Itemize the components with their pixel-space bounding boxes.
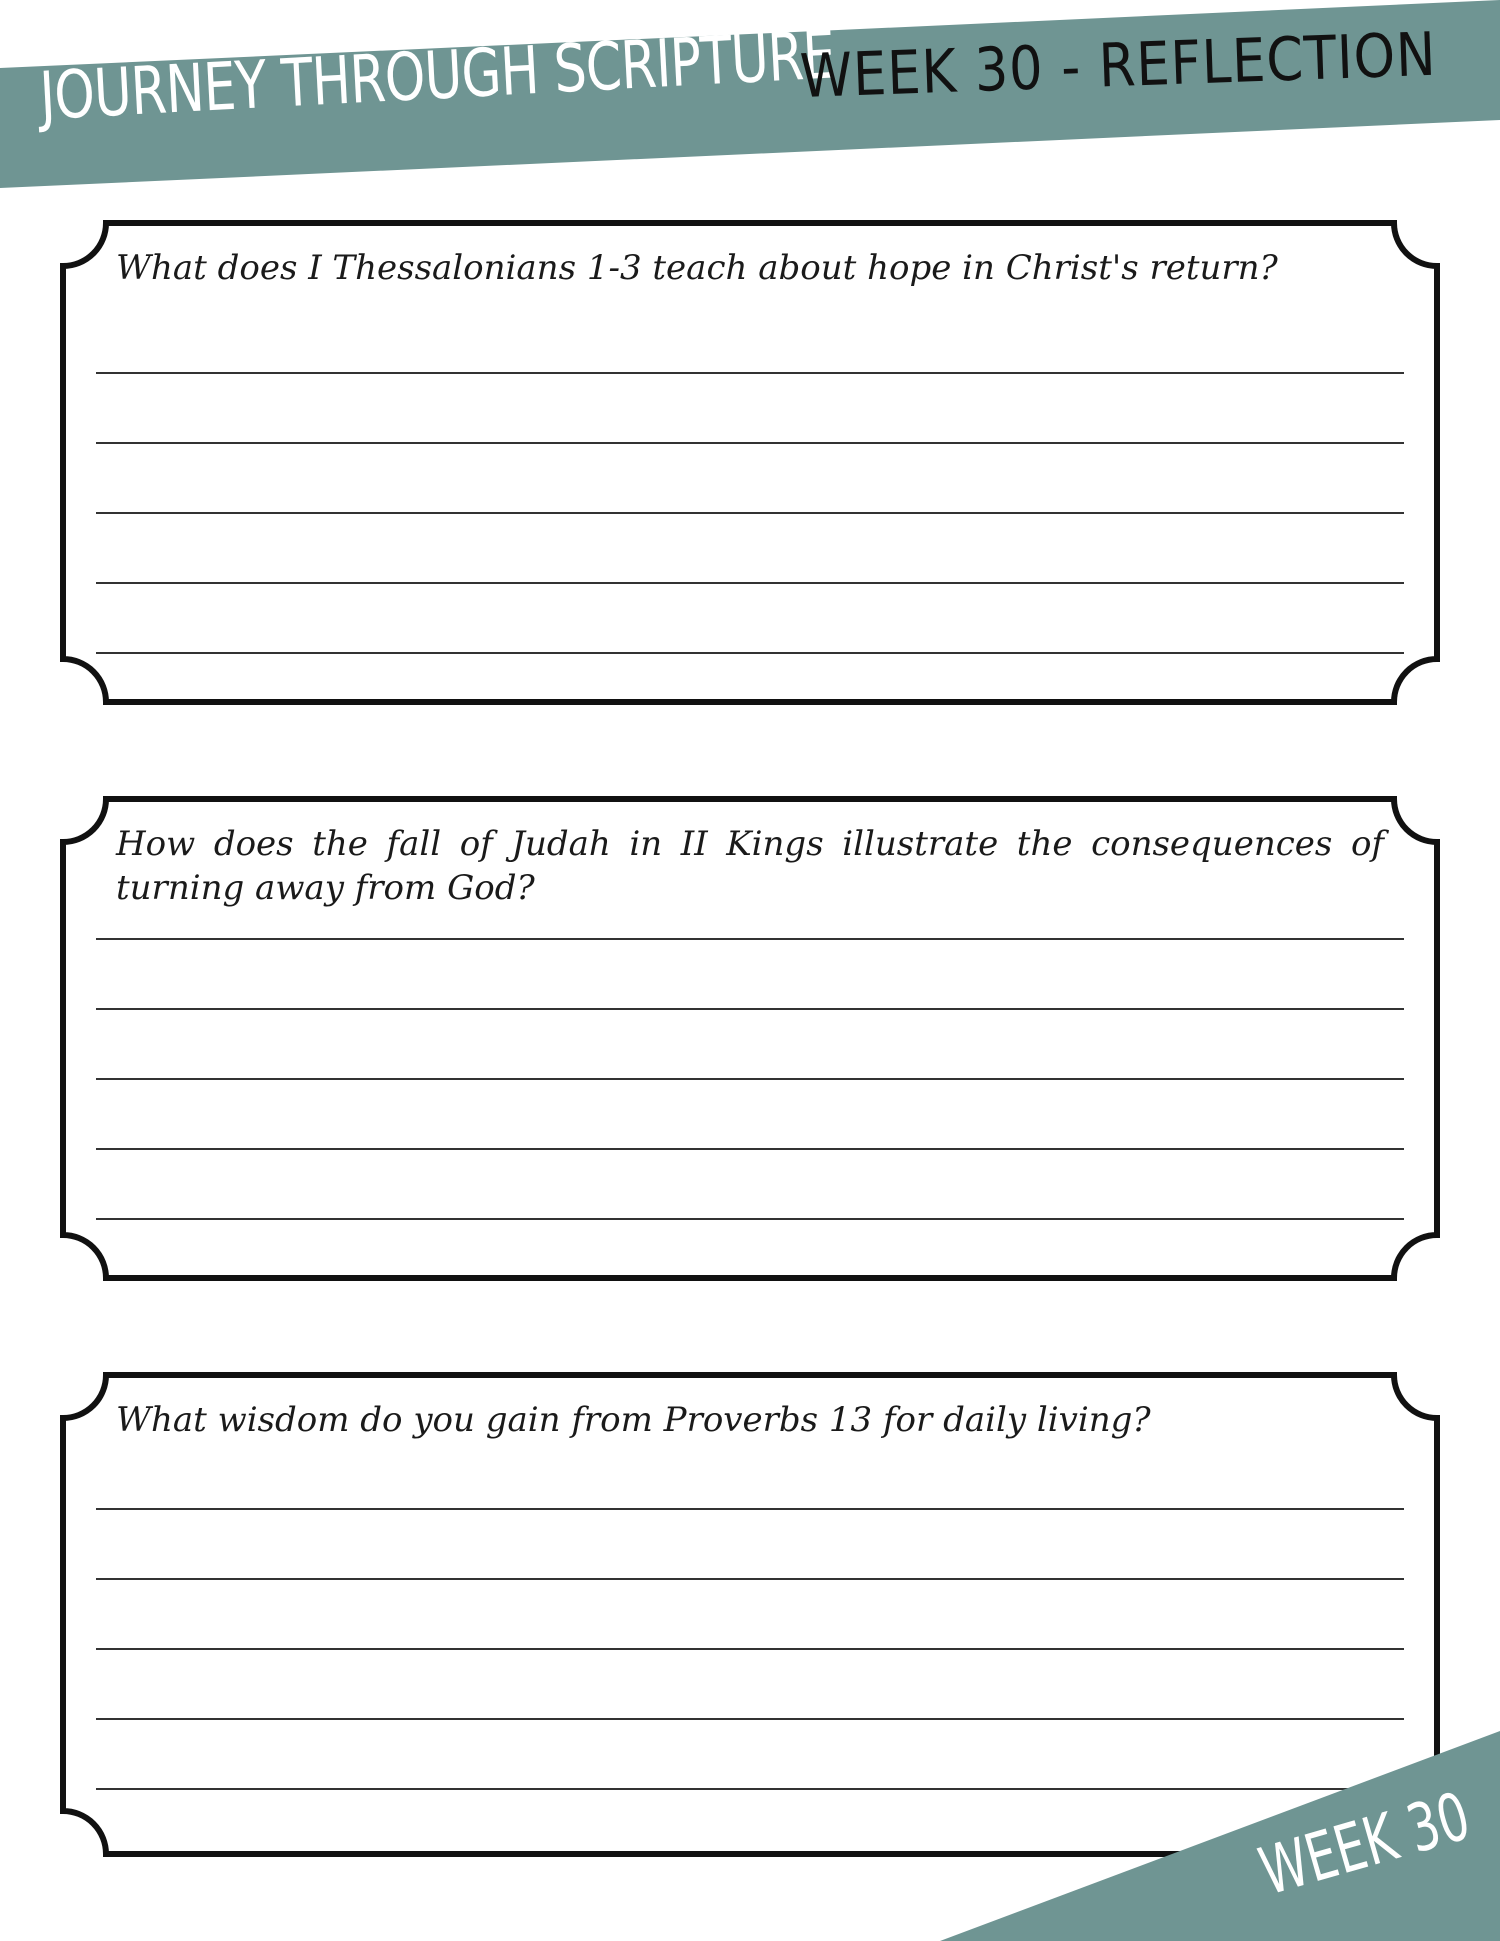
question-1: What does I Thessalonians 1-3 teach about hope in Christ's return?: [116, 248, 1278, 288]
answer-line[interactable]: [96, 372, 1404, 374]
week-heading: WEEK 30 - REFLECTION: [798, 19, 1438, 112]
question-3: What wisdom do you gain from Proverbs 13 for daily living?: [116, 1400, 1151, 1440]
answer-line[interactable]: [96, 1078, 1404, 1080]
week-badge: WEEK 30: [1251, 1777, 1479, 1911]
answer-line[interactable]: [96, 1578, 1404, 1580]
answer-line[interactable]: [96, 1218, 1404, 1220]
question-2: How does the fall of Judah in II Kings illustrate the consequences of turning away from God?: [116, 824, 1384, 908]
reflection-card-1: [60, 220, 1440, 705]
answer-line[interactable]: [96, 1508, 1404, 1510]
answer-line[interactable]: [96, 938, 1404, 940]
answer-line[interactable]: [96, 512, 1404, 514]
answer-line[interactable]: [96, 1148, 1404, 1150]
answer-line[interactable]: [96, 652, 1404, 654]
answer-line[interactable]: [96, 442, 1404, 444]
answer-line[interactable]: [96, 1008, 1404, 1010]
answer-line[interactable]: [96, 1648, 1404, 1650]
workbook-title: JOURNEY THROUGH SCRIPTURE: [37, 16, 837, 135]
card-frame: [60, 220, 1440, 705]
answer-line[interactable]: [96, 582, 1404, 584]
reflection-card-2: [60, 796, 1440, 1281]
